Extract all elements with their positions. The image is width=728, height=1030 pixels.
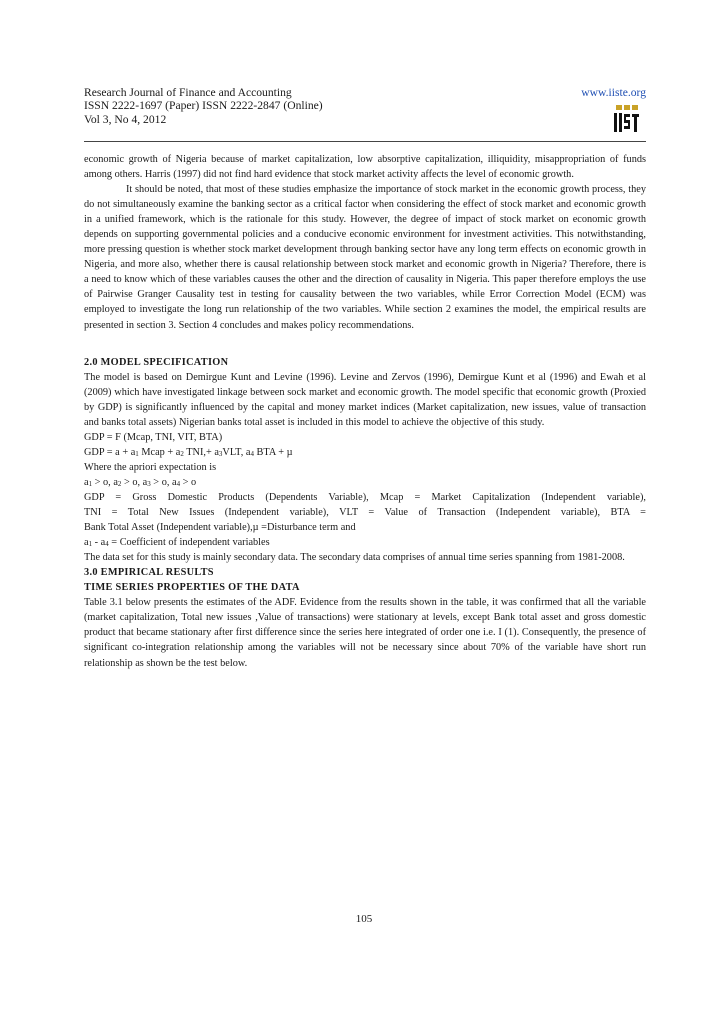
journal-volume: Vol 3, No 4, 2012 [84,112,167,126]
iiste-logo-icon [612,104,642,134]
header-divider [84,141,646,142]
equation-1: GDP = F (Mcap, TNI, VIT, BTA) [84,431,223,443]
section-heading-model: 2.0 MODEL SPECIFICATION [84,356,229,368]
section-heading-results: 3.0 EMPIRICAL RESULTS [84,567,214,579]
page-header [84,86,646,126]
variable-definitions-line-2: TNI = Total New Issues (Independent variable), VLT = Value of Transaction (Independent variable), BTA = [84,507,646,519]
intro-paragraph-1: economic growth of Nigeria because of market capitalization, low absorptive capitalization, illiquidity, misappropriation of funds among others. Harris (1997) did not find hard evidence that stock market activity affects the level of economic growth. [84,154,646,181]
model-paragraph-2: The data set for this study is mainly secondary data. The secondary data comprises of annual time series spanning from 1981-2008. [84,552,625,564]
apriori-expectation: $a_1 > o$, $a_2 > o$, $a_3 > o$, $a_4 > o$ [84,476,197,488]
equation-2: GDP = $a + a_1$ Mcap + $a_2$ $TNI,+ a_3VLT$, $a_4$ BTA + µ [84,446,293,458]
variable-definitions-line-1: GDP = Gross Domestic Products (Dependents Variable), Mcap = Market Capitalization (Independent variable), [84,491,646,503]
variable-definitions-line-3: Bank Total Asset (Independent variable),µ =Disturbance term and [84,522,356,534]
results-paragraph-1: Table 3.1 below presents the estimates of the ADF. Evidence from the results shown in the table, it was confirmed that all the variable (market capitalization, Total new issues ,Value of transactions) were stationary at levels, except Bank total asset and gross domestic product that became stationary after first difference since the series here integrated of order one i.e. I (1). Consequently, the presence of significant co-integration relationship among the variables will not be necessary since about 70% of the variable have short run relationship as shown be the test below. [84,597,646,669]
journal-title: Research Journal of Finance and Accounting [84,86,292,99]
coefficient-definition: $a_1 - a_4$ = Coefficient of independent variables [84,537,270,549]
intro-paragraph-2: It should be noted, that most of these studies emphasize the importance of stock market in the economic growth process, they do not simultaneously examine the banking sector as a critical factor when considering the effect of stock market and economic growth in a unified framework, which is the rationale for this study. However, the degree of impact of stock market on economic growth depends on supporting governmental policies and a conducive economic environment for investment activities. This notwithstanding, more pressing question is whether stock market development through banking sector have any long term effects on economic growth in Nigeria, and more also, whether there is causal relationship between stock market and economic growth in Nigeria? Therefore, there is a need to know which of these variables causes the other and the direction of causality in Nigeria. This paper therefore employs the use of Pairwise Granger Causality test in testing for causality between the two variables, while Error Correction Model (ECM) was employed to investigate the long run relationship of the two variables. While section 2 examines the model, the empirical results are presented in section 3. Section 4 concludes and makes policy recommendations. [84,184,646,331]
model-paragraph-1: The model is based on Demirgue Kunt and Levine (1996). Levine and Zervos (1996), Demirgue Kunt et al (1996) and Ewah et al (2009) which have investigated linkage between sock market and economic growth. The model specific that economic growth (Proxied by GDP) is significantly influenced by the capital and money market indices (Market capitalization, new issues, value of transaction and banks total assets) Nigerian banks total asset is included in this model to achieve the objective of this study. [84,371,646,428]
journal-issn: ISSN 2222-1697 (Paper) ISSN 2222-2847 (Online) [84,99,323,113]
website-link[interactable]: www.iiste.org [581,86,646,99]
page-number: 105 [355,913,373,925]
journal-header [84,86,646,126]
subsection-heading-time-series: TIME SERIES PROPERTIES OF THE DATA [84,582,300,594]
article-body [84,152,646,671]
section-gap [84,333,646,355]
apriori-label: Where the apriori expectation is [84,461,217,473]
